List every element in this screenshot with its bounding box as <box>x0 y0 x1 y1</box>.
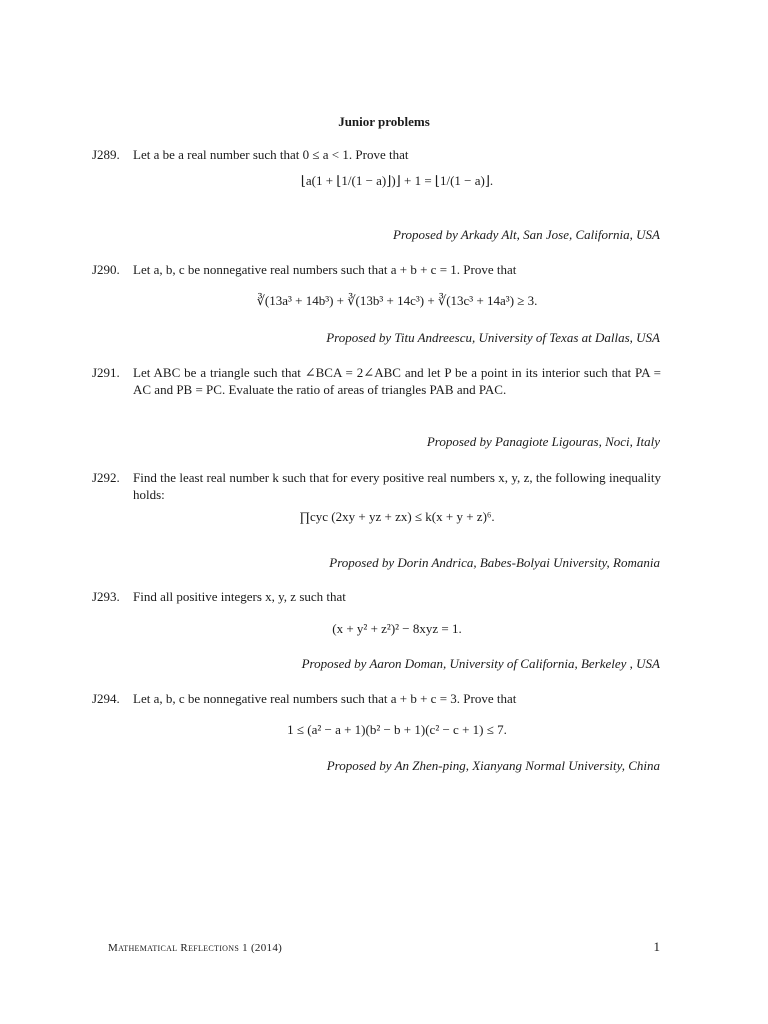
problem-statement-j289: Let a be a real number such that 0 ≤ a < 1. Prove that <box>133 147 409 162</box>
problem-statement-j290: Let a, b, c be nonnegative real numbers such that a + b + c = 1. Prove that <box>133 262 517 277</box>
problem-equation-j294: 1 ≤ (a² − a + 1)(b² − b + 1)(c² − c + 1) ≤ 7. <box>287 722 507 737</box>
footer-page-number: 1 <box>653 939 660 954</box>
problem-proposer-j290: Proposed by Titu Andreescu, University of Texas at Dallas, USA <box>326 330 660 345</box>
problem-statement-j292: Find the least real number k such that for every positive real numbers x, y, z, the following inequality holds: <box>133 470 661 502</box>
problem-proposer-j294: Proposed by An Zhen-ping, Xianyang Normal University, China <box>326 758 660 773</box>
problem-number-j294: J294. <box>92 691 120 706</box>
problem-proposer-j291: Proposed by Panagiote Ligouras, Noci, Italy <box>426 434 660 449</box>
problem-statement-j293: Find all positive integers x, y, z such that <box>133 589 346 604</box>
problem-equation-j289: ⌊a(1 + ⌊1/(1 − a)⌋)⌋ + 1 = ⌊1/(1 − a)⌋. <box>300 173 494 188</box>
problem-number-j291: J291. <box>92 365 120 380</box>
problem-equation-j290: ∛(13a³ + 14b³) + ∛(13b³ + 14c³) + ∛(13c³ + 14a³) ≥ 3. <box>256 293 538 308</box>
problem-number-j293: J293. <box>92 589 120 604</box>
problem-statement-j291: Let ABC be a triangle such that ∠BCA = 2∠ABC and let P be a point in its interior such that PA = AC and PB = PC. Evaluate the ratio of areas of triangles PAB and PAC. <box>133 365 661 397</box>
problem-proposer-j289: Proposed by Arkady Alt, San Jose, California, USA <box>393 227 660 242</box>
problem-proposer-j292: Proposed by Dorin Andrica, Babes-Bolyai University, Romania <box>329 555 660 570</box>
section-title: Junior problems <box>338 114 430 129</box>
problem-proposer-j293: Proposed by Aaron Doman, University of California, Berkeley , USA <box>301 656 660 671</box>
problem-number-j290: J290. <box>92 262 120 277</box>
problem-number-j292: J292. <box>92 470 120 485</box>
footer-journal: Mathematical Reflections 1 (2014) <box>108 942 283 954</box>
problem-statement-j294: Let a, b, c be nonnegative real numbers such that a + b + c = 3. Prove that <box>133 691 517 706</box>
problem-number-j289: J289. <box>92 147 120 162</box>
problem-equation-j292: ∏cyc (2xy + yz + zx) ≤ k(x + y + z)⁶. <box>299 509 495 524</box>
problem-equation-j293: (x + y² + z²)² − 8xyz = 1. <box>332 621 462 636</box>
